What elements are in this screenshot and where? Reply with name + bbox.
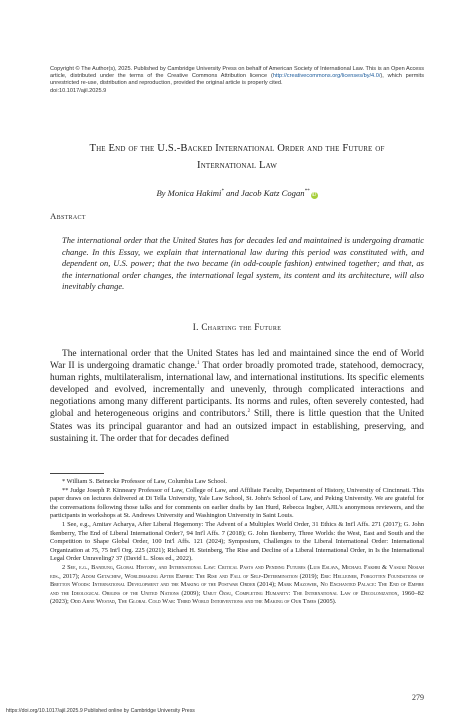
title-line-2: International Law — [197, 160, 277, 171]
footnote-ref-1[interactable]: 1 — [197, 361, 200, 367]
section-heading: I. Charting the Future — [192, 322, 282, 332]
author-conjunction: and — [223, 188, 242, 198]
footnote-ref-2[interactable]: 2 — [247, 409, 251, 415]
footer-doi-link[interactable]: https://doi.org/10.1017/ajil.2025.9 — [6, 708, 83, 714]
footnote-author-1: * William S. Beinecke Professor of Law, Columbia Law School. — [62, 478, 227, 485]
title-line-1: The End of the U.S.-Backed International Order and the Future of — [89, 143, 385, 154]
copyright-notice — [50, 66, 424, 95]
author-2: Jacob Katz Cogan — [241, 188, 305, 198]
body-segment-2: That order broadly promoted trade, statehood, democracy, human rights, multilateralism, international law, and international institutions. Its specific elements developed and evolved, incrementally and unevenly, through complicated interactions and negotiations among many different participants. Its norms and rules, often severely contested, had global and heterogeneous origins and contributors. — [50, 361, 424, 420]
article-doi: doi:10.1017/ajil.2025.9 — [50, 87, 107, 94]
author-1: Monica Hakimi — [167, 188, 222, 198]
author-2-mark: ** — [304, 189, 310, 194]
body-segment-3: Still, there is little question that the United States was its principal guarantor and had an outsized impact in establishing, preserving, and sustaining it. The order that for decades defined — [50, 409, 424, 444]
footnote-1: 1 See, e.g., Amitav Acharya, After Liberal Hegemony: The Advent of a Multiplex World Order, 31 Ethics & Int'l Affs. 271 (2017); G. John Ikenberry, The End of Liberal International Order?, 94 Int'l Affs. 7 (2018); G. John Ikenberry, Three Worlds: the West, East and South and the Competition to Shape Global Order, 100 Int'l Affs. 121 (2024); Symposium, Challenges to the Liberal International Order: International Organization at 75, 75 Int'l Org. 225 (2021); Richard H. Steinberg, The Rise and Decline of a Liberal International Order, in Is the International Legal Order Unraveling? 37 (David L. Sloss ed., 2022). — [50, 520, 424, 563]
footnote-author-2: ** Judge Joseph P. Kinneary Professor of Law, College of Law, and Affiliate Faculty, Department of History, University of Cincinnati. This paper draws on lectures delivered at Di Tella University, Yale Law School, St. John's School of Law, and Peking University. We are grateful for the conversations following those talks and for comments on earlier drafts by Ian Hurd, Rebecca Ingber, AJIL's anonymous reviewers, and the participants in workshops at St. Andrews University and Washington University in Saint Louis. — [50, 486, 424, 520]
body-text — [50, 348, 424, 445]
footnotes — [50, 478, 424, 607]
article-title — [40, 140, 434, 174]
author-line — [40, 188, 434, 199]
page-number: 279 — [412, 693, 424, 702]
abstract-heading: Abstract — [50, 211, 86, 221]
license-link[interactable]: http://creativecommons.org/licenses/by/4.0/ — [272, 73, 381, 80]
body-segment-1: The international order that the United States has led and maintained since the end of World War II is undergoing dramatic change. — [50, 349, 424, 372]
orcid-icon[interactable]: iD — [311, 192, 317, 198]
copyright-text: Copyright © The Author(s), 2025. Published by Cambridge University Press on behalf of American Society of International Law. This is an Open Access article, distributed under the terms of the Creative Commons Attribution licence ( — [50, 66, 424, 80]
author-1-mark: * — [221, 189, 224, 194]
footnote-2: 2 See, e.g., Bandung, Global History, and International Law: Critical Pasts and Pending Futures (Luis Eslava, Michael Fakhri & Vasuki Nesiah eds., 2017); Adom Getachew, Worldmaking After Empire: The Rise and Fall of Self-Determination (2019); Eric Helleiner, Forgotten Foundations of Bretton Woods: International Development and the Making of the Postwar Order (2014); Mark Mazower, No Enchanted Palace: The End of Empire and the Ideological Origins of the United Nations (2009); Umut Özsu, Completing Humanity: The International Law of Decolonization, 1960–82 (2023); Odd Arne Westad, The Global Cold War: Third World Interventions and the Making of Our Times (2005). — [50, 563, 424, 606]
footnote-divider — [50, 473, 104, 474]
copyright-text-2: ), which permits unrestricted re-use, distribution and reproduction, provided the original article is properly cited. — [50, 73, 424, 87]
author-prefix: By — [156, 188, 168, 198]
abstract-text: The international order that the United States has for decades led and maintained is undergoing dramatic change. In this Essay, we explain that international law during this period was constituted with, and dependent on, U.S. power; that the two became (in odd-couple fashion) entwined together; and that, as the international order changes, the international legal system, its content and its architecture, will also inevitably change. — [62, 235, 424, 291]
footer — [6, 708, 195, 714]
footer-published: Published online by Cambridge University Press — [82, 708, 195, 714]
body-paragraph — [50, 348, 424, 445]
